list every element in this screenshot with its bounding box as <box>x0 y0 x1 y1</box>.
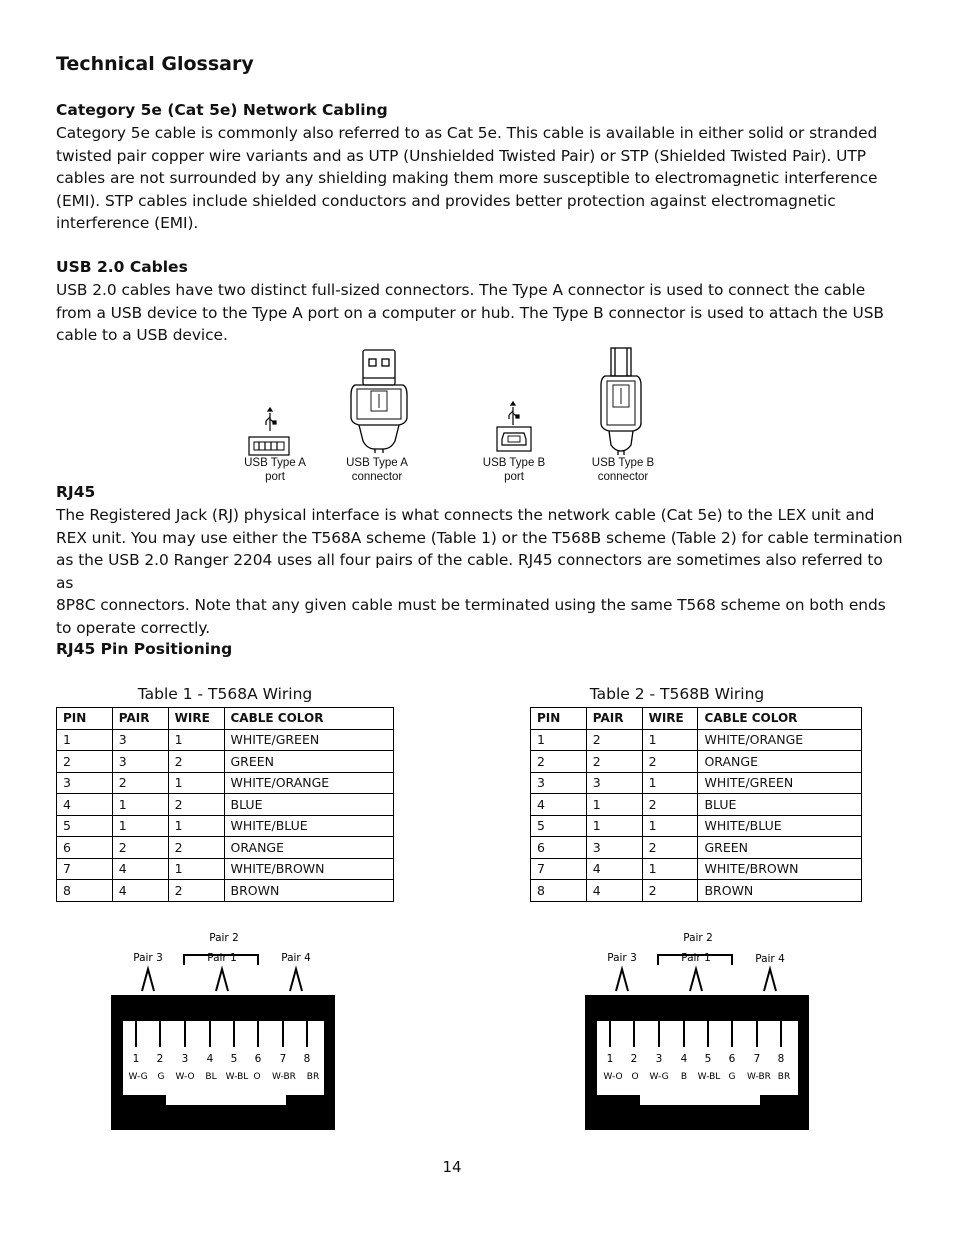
table-cell: 3 <box>112 751 168 773</box>
usb-type-b-port-icon <box>497 402 531 451</box>
cat5e-line: Category 5e cable is commonly also referred to as Cat 5e. This cable is available in either solid or stranded <box>56 124 878 142</box>
pin-number: 7 <box>279 1053 287 1065</box>
table-cell: 2 <box>642 837 698 859</box>
table-cell: 2 <box>168 837 224 859</box>
wire-code: W-O <box>603 1072 623 1082</box>
usb-type-b-connector-caption <box>573 456 673 484</box>
table-cell: ORANGE <box>224 837 394 859</box>
table-row <box>57 751 394 773</box>
table-cell: 2 <box>642 880 698 902</box>
cat5e-heading: Category 5e (Cat 5e) Network Cabling <box>56 101 388 119</box>
wire-code: W-G <box>649 1072 669 1082</box>
table-cell: BLUE <box>698 794 862 816</box>
table-cell: 5 <box>57 815 113 837</box>
table-cell: 2 <box>586 729 642 751</box>
pin-positioning-heading: RJ45 Pin Positioning <box>56 640 233 658</box>
cat5e-paragraph <box>56 122 904 235</box>
table-cell: 1 <box>642 815 698 837</box>
table-cell: BROWN <box>224 880 394 902</box>
wire-code: B <box>680 1072 688 1082</box>
table-cell: 2 <box>168 794 224 816</box>
usb-illustrations <box>235 345 675 465</box>
rj45-line: as the USB 2.0 Ranger 2204 uses all four pairs of the cable. RJ45 connectors are sometimes also referred to as <box>56 551 883 592</box>
table-cell: 1 <box>112 794 168 816</box>
table-cell: 2 <box>531 751 587 773</box>
usb-line: USB 2.0 cables have two distinct full-sized connectors. The Type A connector is used to connect the cable <box>56 281 866 299</box>
pin-number: 7 <box>753 1053 761 1065</box>
table-cell: 1 <box>642 858 698 880</box>
table-cell: BROWN <box>698 880 862 902</box>
rj45-heading: RJ45 <box>56 483 96 501</box>
wire-code: G <box>728 1072 736 1082</box>
caption-line: USB Type A <box>346 457 408 469</box>
usb-type-a-connector-caption <box>327 456 427 484</box>
pin-number: 5 <box>230 1053 238 1065</box>
usb-type-a-connector-icon <box>351 350 407 453</box>
pin-number: 3 <box>655 1053 663 1065</box>
table-cell: 1 <box>642 729 698 751</box>
table-cell: 2 <box>112 837 168 859</box>
table-row <box>57 880 394 902</box>
rj45-t568a-pin-diagram <box>100 925 350 1135</box>
table-cell: 3 <box>57 772 113 794</box>
table-cell: 4 <box>586 880 642 902</box>
col-header-wire: WIRE <box>642 708 698 730</box>
usb-type-b-connector-icon <box>601 348 641 455</box>
table-cell: 1 <box>168 858 224 880</box>
wire-code: W-BR <box>747 1072 771 1082</box>
table-cell: 5 <box>531 815 587 837</box>
cat5e-line: (EMI). STP cables include shielded conductors and provides better protection against electromagnetic <box>56 191 836 210</box>
table-cell: 3 <box>586 772 642 794</box>
wire-code: W-BL <box>697 1072 721 1082</box>
table-cell: 1 <box>168 772 224 794</box>
caption-line: port <box>265 471 285 483</box>
cat5e-line: twisted pair copper wire variants and as UTP (Unshielded Twisted Pair) or STP (Shielded Twisted Pair). UTP <box>56 146 866 165</box>
pin-number: 8 <box>777 1053 785 1065</box>
table-cell: 7 <box>57 858 113 880</box>
pair-3-label: Pair 3 <box>133 952 163 964</box>
table-row <box>57 837 394 859</box>
wire-code: W-BR <box>272 1072 296 1082</box>
table-1-title: Table 1 - T568A Wiring <box>137 685 313 703</box>
col-header-pin: PIN <box>57 708 113 730</box>
t568b-wiring-table <box>530 707 862 902</box>
table-cell: 3 <box>531 772 587 794</box>
table-cell: BLUE <box>224 794 394 816</box>
table-cell: 2 <box>112 772 168 794</box>
jack-pins <box>136 1021 307 1047</box>
wire-code: O <box>253 1072 261 1082</box>
table-cell: 4 <box>112 858 168 880</box>
rj45-line: 8P8C connectors. Note that any given cable must be terminated using the same T568 scheme on both ends <box>56 596 886 614</box>
table-cell: WHITE/BROWN <box>698 858 862 880</box>
pin-number: 3 <box>181 1053 189 1065</box>
table-cell: 1 <box>586 815 642 837</box>
table-cell: 1 <box>112 815 168 837</box>
rj45-jack-outline <box>111 995 335 1130</box>
table-row <box>531 880 862 902</box>
table-cell: 2 <box>57 751 113 773</box>
usb-type-a-port-caption <box>225 456 325 484</box>
caption-line: USB Type B <box>591 457 655 469</box>
caption-line: port <box>504 471 524 483</box>
wire-code: BR <box>777 1072 791 1082</box>
pin-number: 6 <box>254 1053 262 1065</box>
table-cell: 6 <box>531 837 587 859</box>
pin-number: 4 <box>680 1053 688 1065</box>
rj45-line: The Registered Jack (RJ) physical interface is what connects the network cable (Cat 5e) to the LEX unit and <box>56 506 875 524</box>
table-row <box>531 815 862 837</box>
table-cell: WHITE/GREEN <box>698 772 862 794</box>
page-title: Technical Glossary <box>56 53 254 75</box>
rj45-line: to operate correctly. <box>56 618 211 637</box>
col-header-pin: PIN <box>531 708 587 730</box>
caption-line: connector <box>597 471 649 483</box>
t568a-wiring-table <box>56 707 394 902</box>
table-cell: 1 <box>168 729 224 751</box>
table-cell: 4 <box>531 794 587 816</box>
table-row <box>57 858 394 880</box>
caption-line: USB Type A <box>244 457 306 469</box>
table-cell: 7 <box>531 858 587 880</box>
caption-line: USB Type B <box>482 457 546 469</box>
table-cell: 1 <box>586 794 642 816</box>
rj45-paragraph <box>56 504 904 639</box>
rj45-t568b-pin-diagram <box>574 925 824 1135</box>
table-cell: 6 <box>57 837 113 859</box>
wire-code: G <box>157 1072 165 1082</box>
pin-number: 5 <box>704 1053 712 1065</box>
table-header-row <box>531 708 862 730</box>
pair-2-label: Pair 2 <box>683 932 713 944</box>
table-cell: WHITE/ORANGE <box>698 729 862 751</box>
table-row <box>531 794 862 816</box>
page-number: 14 <box>442 1158 462 1176</box>
pin-number: 1 <box>132 1053 140 1065</box>
col-header-cable-color: CABLE COLOR <box>698 708 862 730</box>
table-cell: 2 <box>168 880 224 902</box>
table-row <box>531 729 862 751</box>
table-2-title: Table 2 - T568B Wiring <box>589 685 765 703</box>
table-cell: 8 <box>57 880 113 902</box>
cat5e-line: cables are not surrounded by any shielding making them more susceptible to electromagnetic interference <box>56 169 878 187</box>
pair-3-label: Pair 3 <box>607 952 637 964</box>
rj45-line: REX unit. You may use either the T568A scheme (Table 1) or the T568B scheme (Table 2) for cable termination <box>56 528 903 547</box>
table-cell: 3 <box>586 837 642 859</box>
wire-code: BL <box>205 1072 217 1082</box>
table-cell: 1 <box>531 729 587 751</box>
col-header-cable-color: CABLE COLOR <box>224 708 394 730</box>
pin-number: 8 <box>303 1053 311 1065</box>
pair-4-label: Pair 4 <box>281 952 311 964</box>
usb-type-b-port-caption <box>464 456 564 484</box>
table-row <box>531 837 862 859</box>
pin-number: 1 <box>606 1053 614 1065</box>
col-header-pair: PAIR <box>586 708 642 730</box>
pair-2-label: Pair 2 <box>209 932 239 944</box>
table-cell: 1 <box>57 729 113 751</box>
table-cell: 4 <box>57 794 113 816</box>
wire-code: W-BL <box>225 1072 249 1082</box>
table-cell: 4 <box>112 880 168 902</box>
table-cell: 2 <box>642 751 698 773</box>
jack-pins <box>610 1021 781 1047</box>
table-row <box>57 729 394 751</box>
table-cell: WHITE/ORANGE <box>224 772 394 794</box>
pair-1-label: Pair 1 <box>207 952 237 964</box>
table-cell: WHITE/BROWN <box>224 858 394 880</box>
pin-number: 2 <box>156 1053 164 1065</box>
col-header-wire: WIRE <box>168 708 224 730</box>
pair-1-label: Pair 1 <box>681 952 711 964</box>
table-header-row <box>57 708 394 730</box>
table-cell: ORANGE <box>698 751 862 773</box>
table-row <box>531 751 862 773</box>
caption-line: connector <box>351 471 403 483</box>
table-row <box>531 858 862 880</box>
wire-code: W-G <box>128 1072 148 1082</box>
pair-4-label: Pair 4 <box>755 953 785 965</box>
table-cell: GREEN <box>224 751 394 773</box>
table-row <box>57 815 394 837</box>
table-cell: WHITE/BLUE <box>698 815 862 837</box>
table-cell: WHITE/GREEN <box>224 729 394 751</box>
table-cell: 2 <box>586 751 642 773</box>
usb-line: from a USB device to the Type A port on a computer or hub. The Type B connector is used to attach the USB <box>56 303 884 322</box>
table-cell: 3 <box>112 729 168 751</box>
pin-number: 4 <box>206 1053 214 1065</box>
usb-line: cable to a USB device. <box>56 326 228 344</box>
rj45-jack-outline <box>585 995 809 1130</box>
col-header-pair: PAIR <box>112 708 168 730</box>
usb-heading: USB 2.0 Cables <box>56 258 188 276</box>
pin-number: 6 <box>728 1053 736 1065</box>
table-row <box>57 772 394 794</box>
table-cell: GREEN <box>698 837 862 859</box>
table-cell: 4 <box>586 858 642 880</box>
table-cell: 2 <box>168 751 224 773</box>
table-cell: 2 <box>642 794 698 816</box>
pin-number: 2 <box>630 1053 638 1065</box>
wire-code: W-O <box>175 1072 195 1082</box>
wire-code: O <box>631 1072 639 1082</box>
table-cell: 1 <box>168 815 224 837</box>
table-cell: WHITE/BLUE <box>224 815 394 837</box>
usb-type-a-port-icon <box>249 408 289 455</box>
table-cell: 1 <box>642 772 698 794</box>
usb-paragraph <box>56 279 904 347</box>
table-row <box>57 794 394 816</box>
table-row <box>531 772 862 794</box>
table-cell: 8 <box>531 880 587 902</box>
cat5e-line: interference (EMI). <box>56 214 199 232</box>
wire-code: BR <box>306 1072 320 1082</box>
